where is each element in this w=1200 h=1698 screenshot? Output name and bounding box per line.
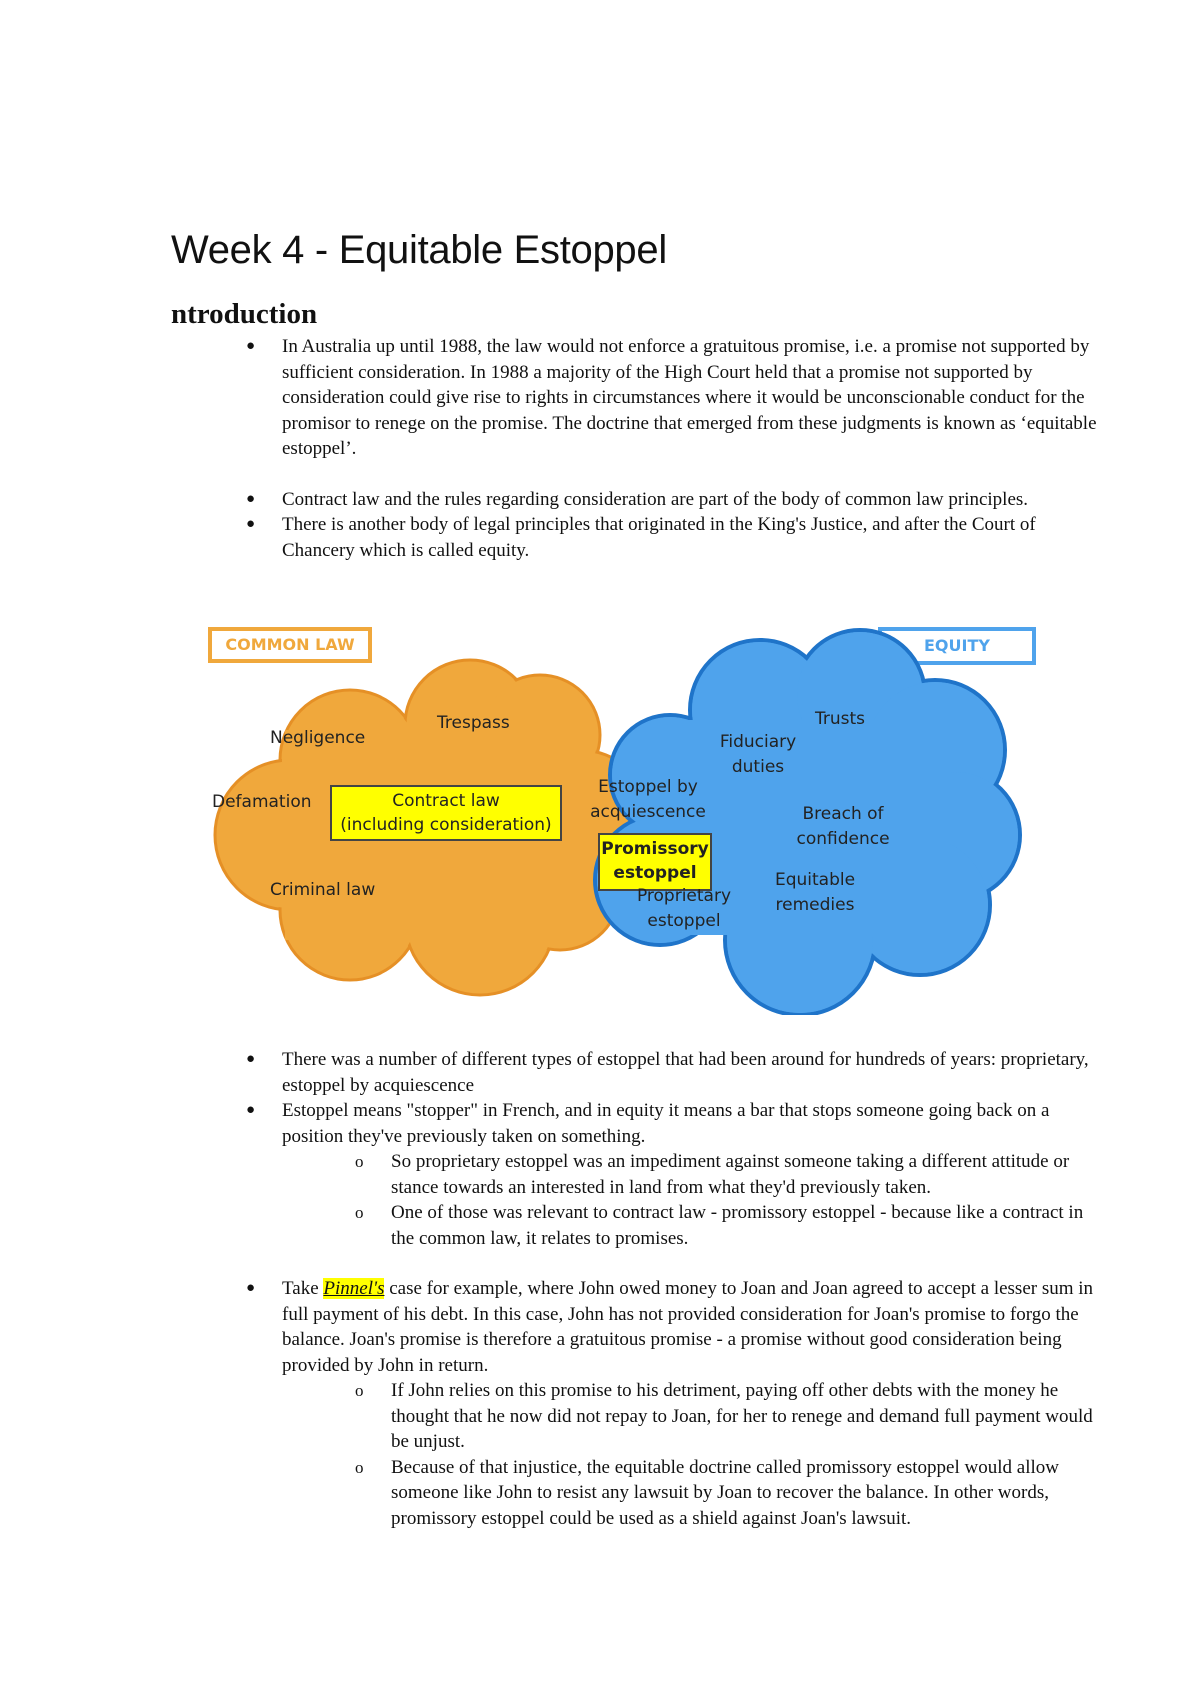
fiduciary-line1: Fiduciary — [719, 732, 797, 752]
contract-law-line2: (including consideration) — [340, 815, 552, 835]
label-defamation: Defamation — [212, 792, 312, 812]
bullet-icon: ● — [246, 1280, 256, 1296]
intro-bullet-list — [0, 334, 1200, 563]
list-item-text: There was a number of different types of estoppel that had been around for hundreds of years: proprietary, estoppel by acquiescence — [282, 1049, 1089, 1096]
list-item — [246, 1047, 1097, 1098]
bullet-icon: ● — [246, 1102, 256, 1118]
label-criminal-law: Criminal law — [270, 880, 376, 900]
sub-list-item-text: So proprietary estoppel was an impediment against someone taking a different attitude or stance towards an interested in land from what they'd previously taken. — [391, 1151, 1070, 1198]
remedies-line1: Equitable — [774, 870, 856, 890]
label-negligence: Negligence — [270, 728, 366, 748]
bullet-icon: ● — [246, 490, 256, 507]
list-item — [246, 334, 1097, 462]
promissory-line1: Promissory — [601, 839, 709, 859]
list-item — [246, 487, 1097, 513]
sub-bullet-icon: o — [355, 1457, 364, 1477]
label-proprietary-estoppel — [632, 884, 736, 934]
estoppel-bullet-list — [0, 1047, 1200, 1531]
sub-list-item-text: If John relies on this promise to his detriment, paying off other debts with the money he thought that he now did not repay to Joan, for her to renege and demand full payment would be unjust. — [391, 1380, 1093, 1452]
label-trusts: Trusts — [815, 709, 866, 729]
contract-law-line1: Contract law — [392, 791, 500, 811]
sub-list-item — [355, 1455, 1096, 1532]
remedies-line2: remedies — [775, 895, 855, 915]
acquiescence-line2: acquiescence — [590, 802, 706, 822]
promissory-estoppel-box — [598, 833, 712, 891]
common-law-equity-diagram — [200, 620, 1040, 1015]
common-law-label: COMMON LAW — [225, 635, 355, 654]
list-item-text: There is another body of legal principles that originated in the King's Justice, and after the Court of Chancery which is called equity. — [282, 514, 1036, 561]
sub-list-item — [355, 1149, 1096, 1200]
bullet-icon: ● — [246, 516, 256, 532]
bullet-icon: ● — [246, 1051, 256, 1067]
label-trespass: Trespass — [437, 713, 510, 733]
sub-list-item — [355, 1378, 1096, 1455]
bullet-icon: ● — [246, 338, 256, 354]
list-item-text: Contract law and the rules regarding consideration are part of the body of common law principles. — [282, 488, 1029, 510]
contract-law-box — [330, 785, 562, 841]
list-item — [246, 512, 1097, 563]
sub-list-item-text: One of those was relevant to contract law - promissory estoppel - because like a contract in the common law, it relates to promises. — [391, 1202, 1084, 1249]
breach-line2: confidence — [796, 829, 890, 849]
list-item — [246, 1098, 1097, 1149]
label-equitable-remedies — [772, 868, 858, 918]
list-item-text: In Australia up until 1988, the law would not enforce a gratuitous promise, i.e. a promise not supported by sufficient consideration. In 1988 a majority of the High Court held that a promise not supported by consideration could give rise to rights in circumstances where it would be unconscionable conduct for the promisor to renege on the promise. The doctrine that emerged from these judgments is known as ‘equitable estoppel’. — [282, 336, 1097, 459]
sub-list-item — [355, 1200, 1096, 1251]
sub-bullet-icon: o — [355, 1152, 364, 1171]
acquiescence-line1: Estoppel by — [598, 777, 698, 797]
equity-label: EQUITY — [924, 636, 990, 655]
label-breach-of-confidence — [795, 802, 891, 852]
section-heading: ntroduction — [171, 298, 318, 330]
label-fiduciary-duties — [718, 730, 798, 780]
sub-bullet-icon: o — [355, 1381, 364, 1400]
case-name-highlight: Pinnel's — [323, 1278, 385, 1299]
pinnel-after: case for example, where John owed money to Joan and Joan agreed to accept a lesser sum in full payment of his debt. In this case, John has not provided consideration for Joan's promise to forgo the balance. Joan's promise is therefore a gratuitous promise - a promise without good consideration being provided by John in return. — [282, 1278, 1094, 1376]
fiduciary-line2: duties — [731, 757, 785, 777]
sub-list-item-text: Because of that injustice, the equitable doctrine called promissory estoppel would allow someone like John to resist any lawsuit by Joan to recover the balance. In other words, promissory estoppel could be used as a shield against Joan's lawsuit. — [391, 1456, 1059, 1529]
list-item-text: Estoppel means "stopper" in French, and in equity it means a bar that stops someone going back on a position they've previously taken on something. — [282, 1100, 1050, 1147]
sub-bullet-icon: o — [355, 1203, 364, 1222]
proprietary-line2: estoppel — [647, 911, 721, 931]
pinnel-before: Take — [282, 1278, 324, 1299]
breach-line1: Breach of — [802, 804, 884, 824]
page-title: Week 4 - Equitable Estoppel — [171, 228, 667, 272]
label-estoppel-by-acquiescence — [588, 775, 708, 825]
promissory-line2: estoppel — [613, 863, 697, 883]
proprietary-line1: Proprietary — [636, 886, 732, 906]
list-item-pinnel — [246, 1276, 1097, 1378]
